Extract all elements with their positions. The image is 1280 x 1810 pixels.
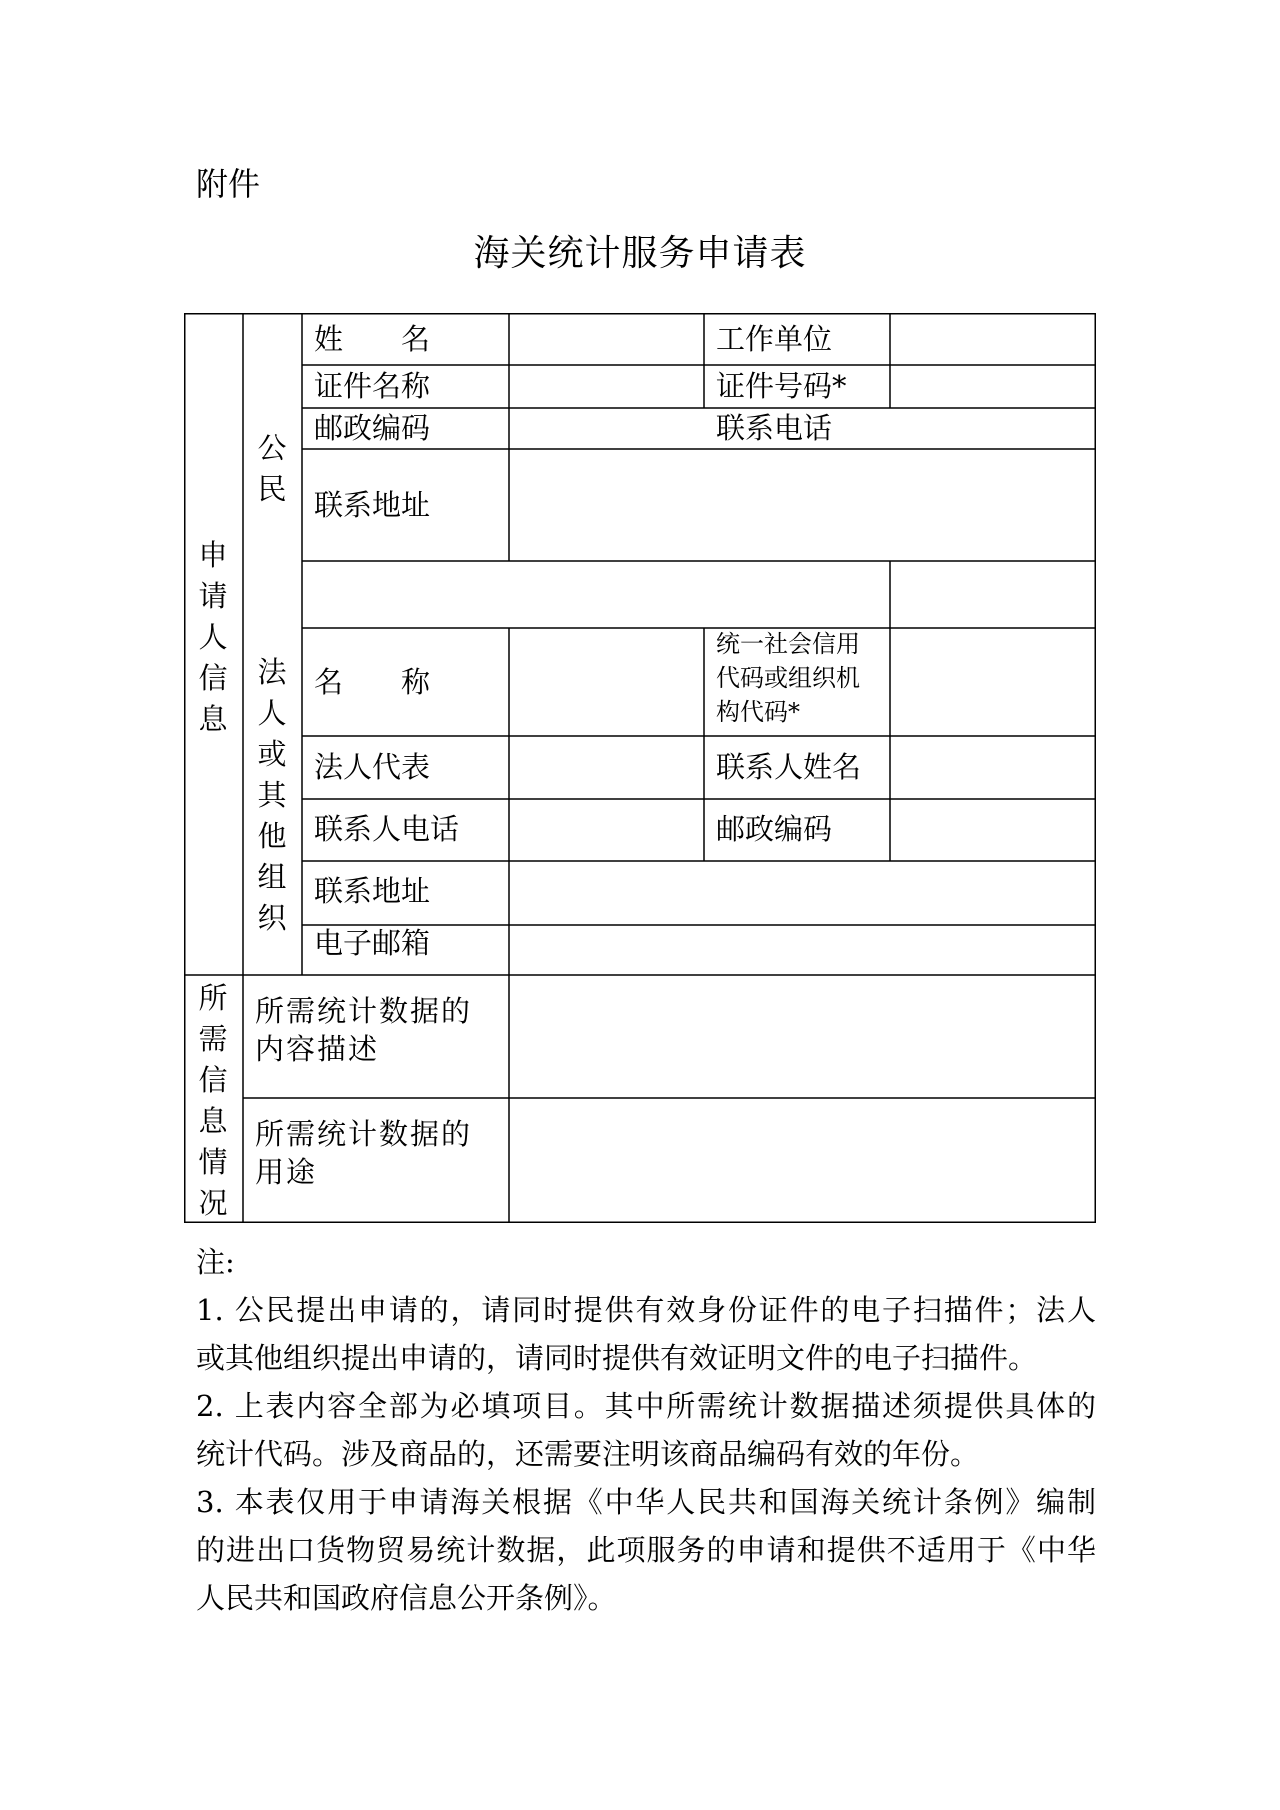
entity-address-label: 联系地址 — [314, 874, 431, 908]
legal-representative-label: 法人代表 — [314, 750, 431, 784]
work-unit-label: 工作单位 — [716, 322, 833, 356]
notes-heading: 注: — [196, 1245, 235, 1279]
note-3-line-3: 人民共和国政府信息公开条例》。 — [196, 1581, 617, 1615]
data-usage-label: 所需统计数据的 用途 — [255, 1117, 473, 1189]
required-info-group-label: 所 需 信 息 情 况 — [198, 981, 228, 1220]
entity-postcode-label: 邮政编码 — [716, 812, 833, 846]
data-content-label: 所需统计数据的 内容描述 — [255, 994, 473, 1066]
citizen-phone-label: 联系电话 — [716, 411, 833, 445]
email-label: 电子邮箱 — [314, 926, 431, 960]
note-3-line-1: 3. 本表仅用于申请海关根据《中华人民共和国海关统计条例》编制 — [196, 1485, 1096, 1519]
form-title: 海关统计服务申请表 — [473, 233, 807, 274]
citizen-name-label: 姓 名 — [314, 322, 431, 356]
notes-section — [196, 1238, 1096, 1622]
legal-entity-group-label: 法 人 或 其 他 组 织 — [257, 655, 287, 935]
applicant-info-group-label: 申 请 人 信 息 — [198, 538, 228, 736]
contact-phone-label: 联系人电话 — [314, 812, 460, 846]
id-number-label: 证件号码* — [716, 369, 847, 403]
citizen-address-label: 联系地址 — [314, 488, 431, 522]
note-2-line-1: 2. 上表内容全部为必填项目。其中所需统计数据描述须提供具体的 — [196, 1389, 1096, 1423]
id-name-label: 证件名称 — [314, 369, 431, 403]
application-form-table — [184, 313, 1096, 1223]
note-2-line-2: 统计代码。涉及商品的，还需要注明该商品编码有效的年份。 — [196, 1437, 980, 1471]
note-1-line-2: 或其他组织提出申请的，请同时提供有效证明文件的电子扫描件。 — [196, 1341, 1038, 1375]
attachment-label: 附件 — [196, 165, 261, 203]
contact-name-label: 联系人姓名 — [716, 750, 862, 784]
note-1-line-1: 1. 公民提出申请的，请同时提供有效身份证件的电子扫描件；法人 — [196, 1293, 1096, 1327]
credit-code-label: 统一社会信用 代码或组织机 构代码* — [716, 630, 860, 726]
note-3-line-2: 的进出口货物贸易统计数据，此项服务的申请和提供不适用于《中华 — [196, 1533, 1096, 1567]
citizen-group-label: 公 民 — [257, 431, 287, 506]
citizen-postcode-label: 邮政编码 — [314, 411, 431, 445]
entity-name-label: 名 称 — [314, 665, 431, 699]
